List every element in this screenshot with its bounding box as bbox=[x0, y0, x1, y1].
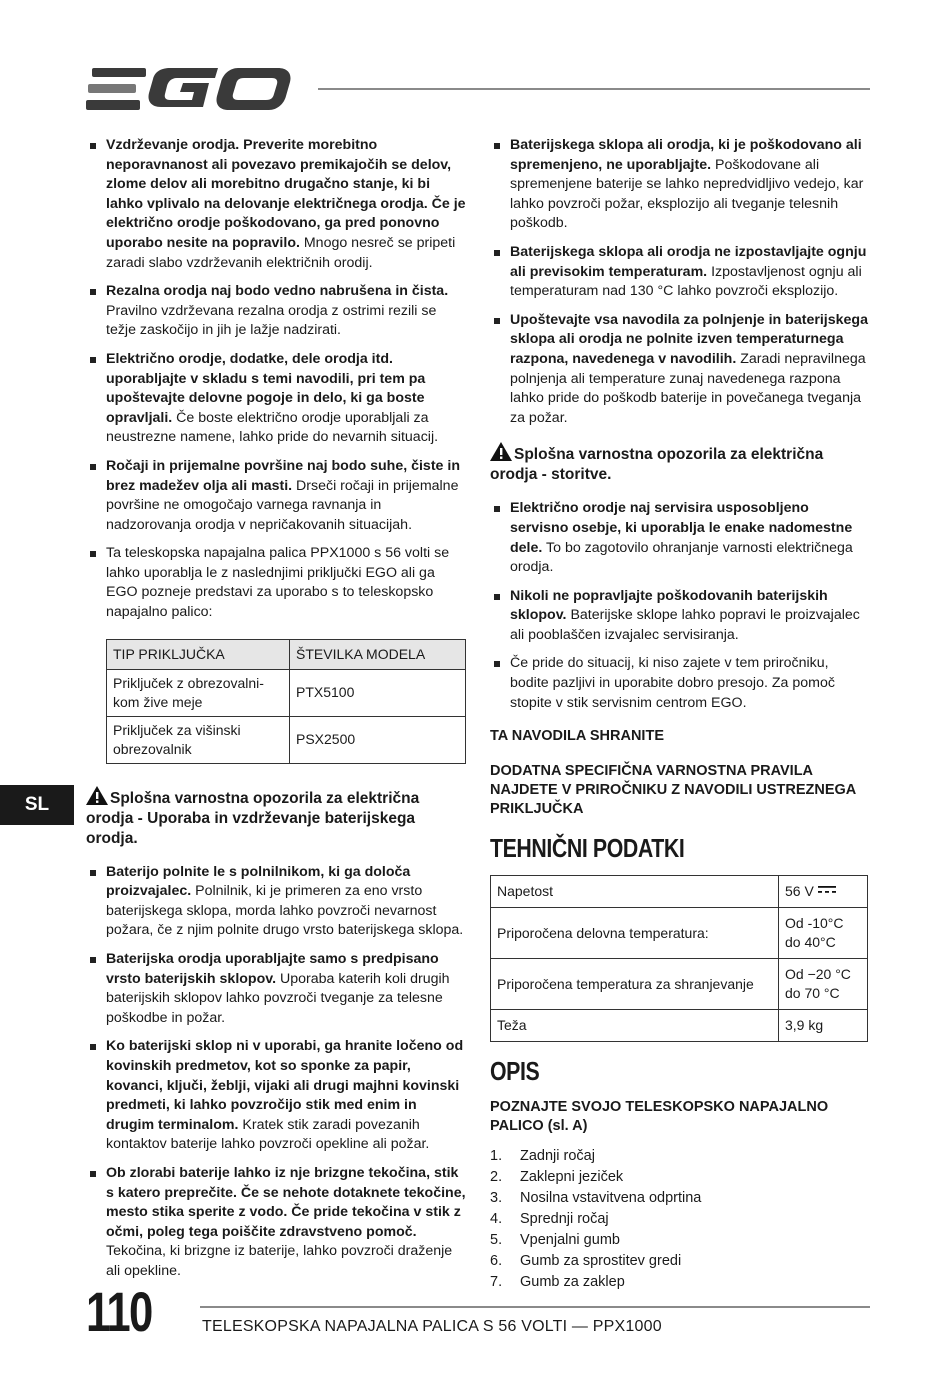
bullet-item bbox=[490, 587, 870, 646]
bullet-text: Drseči ročaji in prijemalne površine ne omogočajo varnega ravnanja in nadzorovanja orodja v nepričakovanih situacijah. bbox=[106, 477, 459, 533]
table-cell: Priključek za višinski obrezovalnik bbox=[107, 716, 290, 763]
table-cell: Priključek z obrezovalni-kom žive meje bbox=[107, 669, 290, 716]
spec-label: Napetost bbox=[491, 876, 779, 908]
bullet-text: Baterijske sklope lahko popravi le proizvajalec ali pooblaščen izvajalec servisiranja. bbox=[510, 607, 860, 643]
tech-data-title: TEHNIČNI PODATKI bbox=[490, 833, 685, 864]
footer-title: TELESKOPSKA NAPAJALNA PALICA S 56 VOLTI — PPX1000 bbox=[202, 1318, 662, 1335]
part-label: Sprednji ročaj bbox=[520, 1211, 609, 1228]
table-cell: PTX5100 bbox=[290, 669, 466, 716]
part-number: 1. bbox=[490, 1148, 503, 1165]
spec-table bbox=[490, 875, 868, 1042]
footer-rule bbox=[200, 1306, 870, 1308]
list-item bbox=[490, 1146, 870, 1167]
bullet-text: Če pride do situacij, ki niso zajete v tem priročniku, bodite pazljivi in uporabite dobro presojo. Za pomoč stopite v stik servisnim centrom EGO. bbox=[510, 655, 835, 711]
table-header: ŠTEVILKA MODELA bbox=[290, 639, 466, 669]
part-number: 3. bbox=[490, 1190, 503, 1207]
left-column bbox=[86, 136, 468, 1291]
part-number: 4. bbox=[490, 1211, 503, 1228]
bullet-text: Zaradi nepravilnega polnjenja ali temperature zunaj navedenega razpona lahko pride do poškodb baterije in povečanega tveganja za požar. bbox=[510, 350, 866, 426]
bullet-bold-text: Baterijskega sklopa ali orodja, ki je poškodovano ali spremenjeno, ne uporabljajte. bbox=[510, 137, 862, 173]
bullet-item bbox=[86, 1164, 468, 1282]
bullet-item bbox=[86, 863, 468, 941]
bullet-text: Ta teleskopska napajalna palica PPX1000 s 56 volti se lahko uporablja le z naslednjimi priključki EGO ali ga EGO pozneje predstavi za uporabo s to teleskopsko napajalno palico: bbox=[106, 545, 450, 621]
bullet-item bbox=[490, 243, 870, 302]
warning-heading: Splošna varnostna opozorila za električna orodja - storitve. bbox=[490, 442, 870, 485]
table-row bbox=[491, 876, 868, 908]
language-tab: SL bbox=[0, 785, 74, 825]
bullet-bold-text: Nikoli ne popravljajte poškodovanih baterijskih sklopov. bbox=[510, 587, 828, 624]
ego-logo bbox=[86, 64, 298, 114]
part-label: Vpenjalni gumb bbox=[520, 1232, 620, 1249]
bullet-item bbox=[490, 654, 870, 713]
bullet-item bbox=[86, 457, 468, 535]
bullet-text: Pravilno vzdrževana rezalna orodja z ostrimi rezili se težje zaskočijo in jih je lažje nadzirati. bbox=[106, 302, 437, 339]
bullet-item bbox=[86, 950, 468, 1028]
bullet-bold-text: Baterijska orodja uporabljajte samo s predpisano vrsto baterijskih sklopov. bbox=[106, 951, 439, 987]
list-item bbox=[490, 1230, 870, 1251]
bullet-item bbox=[490, 136, 870, 234]
warning-heading: Splošna varnostna opozorila za električna orodja - Uporaba in vzdrževanje baterijskega orodja. bbox=[86, 786, 468, 849]
spec-label: Teža bbox=[491, 1010, 779, 1042]
bullet-text: Tekočina, ki brizgne iz baterije, lahko povzroči draženje ali opekline. bbox=[106, 1243, 453, 1279]
table-row bbox=[491, 959, 868, 1010]
part-number: 7. bbox=[490, 1274, 503, 1291]
bullet-text: Izpostavljenost ognju ali temperaturam nad 130 °C lahko povzroči eksplozijo. bbox=[510, 263, 862, 300]
bullet-bold-text: Upoštevajte vsa navodila za polnjenje in baterijskega sklopa ali orodja ne polnite izven temperaturnega razpona, navedenega v navodilih. bbox=[510, 311, 868, 367]
table-header: TIP PRIKLJUČKA bbox=[107, 639, 290, 669]
bullet-bold-text: Ročaji in prijemalne površine naj bodo suhe, čiste in brez madežev olja ali masti. bbox=[106, 457, 460, 494]
warning-icon bbox=[490, 442, 512, 461]
warning-icon bbox=[86, 786, 108, 805]
dc-symbol-icon bbox=[818, 886, 836, 894]
list-item bbox=[490, 1209, 870, 1230]
header-rule bbox=[318, 88, 870, 90]
table-row bbox=[491, 908, 868, 959]
bullet-item bbox=[86, 136, 468, 273]
bullet-text: Polnilnik, ki je primeren za eno vrsto baterijskega sklopa, morda lahko povzroči nevarnost požara, če z njim polnite drugo vrsto baterijskega sklopa. bbox=[106, 883, 464, 939]
description-title: OPIS bbox=[490, 1056, 540, 1087]
page-number: 110 bbox=[86, 1280, 152, 1343]
bullet-item bbox=[86, 544, 468, 622]
bullet-bold-text: Ob zlorabi baterije lahko iz nje brizgne tekočina, stik s katero preprečite. Če se nehote dotaknete tekočine, mesto stika sperite z vodo. Če pride tekočina v stik z očmi, poleg tega poiščite zdravstveno pomoč. bbox=[106, 1164, 466, 1240]
list-item bbox=[490, 1167, 870, 1188]
list-item bbox=[490, 1188, 870, 1209]
part-label: Gumb za zaklep bbox=[520, 1274, 625, 1291]
bullet-item bbox=[490, 499, 870, 577]
additional-rules-heading: DODATNA SPECIFIČNA VARNOSTNA PRAVILA NAJDETE V PRIROČNIKU Z NAVODILI USTREZNEGA PRIKLJUČKA bbox=[490, 763, 856, 818]
bullet-bold-text: Električno orodje, dodatke, dele orodja itd. uporabljajte v skladu s temi navodili, pri tem pa upoštevajte delovne pogoje in delo, ki ga boste opravljali. bbox=[106, 350, 426, 426]
table-row bbox=[491, 1010, 868, 1042]
bullet-text: To bo zagotovilo ohranjanje varnosti električnega orodja. bbox=[510, 539, 853, 576]
bullet-item bbox=[490, 311, 870, 429]
description-subheading: POZNAJTE SVOJO TELESKOPSKO NAPAJALNO PALICO (sl. A) bbox=[490, 1099, 829, 1135]
bullet-bold-text: Rezalna orodja naj bodo vedno nabrušena in čista. bbox=[106, 283, 449, 300]
part-label: Zaklepni jeziček bbox=[520, 1169, 624, 1186]
parts-list bbox=[490, 1146, 870, 1293]
part-number: 2. bbox=[490, 1169, 503, 1186]
spec-label: Priporočena delovna temperatura: bbox=[491, 908, 779, 959]
bullet-text: Če boste električno orodje uporabljali za neustrezne namene, lahko pride do nevarnih situacij. bbox=[106, 409, 439, 446]
list-item bbox=[490, 1272, 870, 1293]
bullet-bold-text: Ko baterijski sklop ni v uporabi, ga hranite ločeno od kovinskih predmetov, kot so sponke za papir, kovanci, ključi, žeblji, vijaki ali drugi majhni kovinski predmeti, ki lahko povzročijo stik med enim in drugim terminalom. bbox=[106, 1038, 464, 1133]
bullet-text: Uporaba katerih koli drugih baterijskih sklopov lahko povzroči tveganje za telesne poškodbe in požar. bbox=[106, 970, 450, 1026]
part-label: Nosilna vstavitvena odprtina bbox=[520, 1190, 702, 1207]
list-item bbox=[490, 1251, 870, 1272]
spec-value: 3,9 kg bbox=[779, 1010, 868, 1042]
bullet-bold-text: Električno orodje naj servisira usposobljeno servisno osebje, ki uporablja le enake nadomestne dele. bbox=[510, 500, 853, 556]
table-cell: PSX2500 bbox=[290, 716, 466, 763]
bullet-text: Mnogo nesreč se pripeti zaradi slabo vzdrževanih električnih orodij. bbox=[106, 234, 456, 271]
part-number: 6. bbox=[490, 1253, 503, 1270]
spec-value: Od -10°C do 40°C bbox=[779, 908, 868, 959]
spec-value: Od −20 °C do 70 °C bbox=[779, 959, 868, 1010]
bullet-text: Kratek stik zaradi povezanih kontaktov baterije lahko povzroči opekline ali požar. bbox=[106, 1116, 430, 1153]
spec-label: Priporočena temperatura za shranjevanje bbox=[491, 959, 779, 1010]
table-row bbox=[107, 669, 466, 716]
part-number: 5. bbox=[490, 1232, 503, 1249]
attachment-table bbox=[106, 639, 466, 764]
bullet-item bbox=[86, 350, 468, 448]
save-instructions-heading: TA NAVODILA SHRANITE bbox=[490, 728, 664, 745]
spec-value: 56 V bbox=[779, 876, 868, 908]
right-column bbox=[490, 136, 870, 1293]
bullet-bold-text: Baterijskega sklopa ali orodja ne izpostavljajte ognju ali previsokim temperaturam. bbox=[510, 243, 867, 280]
bullet-item bbox=[86, 1037, 468, 1155]
bullet-bold-text: Vzdrževanje orodja. Preverite morebitno neporavnanost ali povezavo premikajočih se delov, zlome delov ali morebitno drugačno stanje, ki bi lahko vplivalo na delovanje električnega orodja. Če je električno orodje poškodovano, ga pred ponovno uporabo nesite na popravilo. bbox=[106, 137, 466, 251]
bullet-bold-text: Baterijo polnite le s polnilnikom, ki ga določa proizvajalec. bbox=[106, 863, 411, 900]
bullet-item bbox=[86, 282, 468, 341]
part-label: Gumb za sprostitev gredi bbox=[520, 1253, 682, 1270]
table-row bbox=[107, 716, 466, 763]
part-label: Zadnji ročaj bbox=[520, 1148, 595, 1165]
bullet-text: Poškodovane ali spremenjene baterije se lahko nepredvidljivo vedejo, kar lahko povzroči požar, eksplozijo ali tveganje telesnih poškodb. bbox=[510, 156, 864, 232]
